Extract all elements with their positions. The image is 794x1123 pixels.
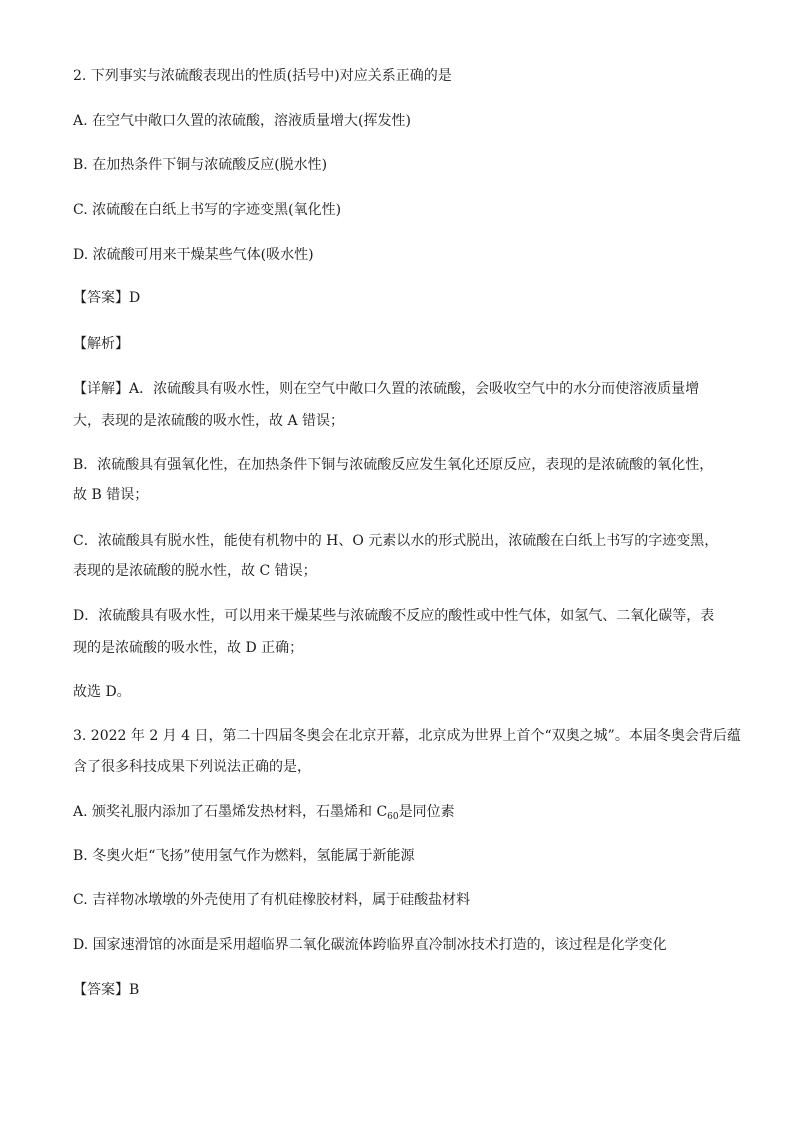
question-2-detail-line: 【详解】A．浓硫酸具有吸水性，则在空气中敞口久置的浓硫酸，会吸收空气中的水分而使溶液质量增 [73,381,700,397]
question-2-stem: 2. 下列事实与浓硫酸表现出的性质(括号中)对应关系正确的是 [73,68,452,84]
c60-subscript: 60 [387,812,399,822]
question-2-option-d: D. 浓硫酸可用来干燥某些气体(吸水性) [73,247,314,263]
question-2-detail-line: 现的是浓硫酸的吸水性，故 D 正确； [73,640,304,656]
question-2-option-c: C. 浓硫酸在白纸上书写的字迹变黑(氧化性) [73,202,342,218]
question-2-detail-line: 故 B 错误； [73,487,149,503]
question-3-option-c: C. 吉祥物冰墩墩的外壳使用了有机硅橡胶材料，属于硅酸盐材料 [73,892,471,908]
question-2-detail-line: 表现的是浓硫酸的脱水性，故 C 错误； [73,563,317,579]
question-3-option-d: D. 国家速滑馆的冰面是采用超临界二氧化碳流体跨临界直冷制冰技术打造的，该过程是化学变化 [73,937,667,953]
question-3-option-b: B. 冬奥火炬“飞扬”使用氢气作为燃料，氢能属于新能源 [73,848,415,864]
question-3-stem-line2: 含了很多科技成果下列说法正确的是， [73,759,311,775]
question-2-option-b: B. 在加热条件下铜与浓硫酸反应(脱水性) [73,157,328,173]
option-a-text-end: 是同位素 [398,804,455,820]
question-2-analysis-heading: 【解析】 [73,336,129,352]
question-2-detail-line: C．浓硫酸具有脱水性，能使有机物中的 H、O 元素以水的形式脱出，浓硫酸在白纸上书写的字迹变黑， [73,533,719,549]
question-3-option-a [73,802,754,827]
question-3-stem-line1: 3. 2022 年 2 月 4 日，第二十四届冬奥会在北京开幕，北京成为世界上首个“双奥之城”。本届冬奥会背后蕴 [73,728,741,744]
question-2-conclusion: 故选 D。 [73,684,131,700]
question-2-detail-line: D．浓硫酸具有吸水性，可以用来干燥某些与浓硫酸不反应的酸性或中性气体，如氢气、二氧化碳等，表 [73,608,715,624]
question-3-answer: 【答案】B [73,982,140,998]
option-a-text: A. 颁奖礼服内添加了石墨烯发热材料，石墨烯和 C [73,804,388,820]
question-2-detail-line: B．浓硫酸具有强氧化性，在加热条件下铜与浓硫酸反应发生氧化还原反应，表现的是浓硫酸的氧化性， [73,457,714,473]
question-2-option-a: A. 在空气中敞口久置的浓硫酸，溶液质量增大(挥发性) [73,113,411,129]
question-2-detail-line: 大，表现的是浓硫酸的吸水性，故 A 错误； [73,413,345,429]
question-2-answer: 【答案】D [73,290,141,306]
